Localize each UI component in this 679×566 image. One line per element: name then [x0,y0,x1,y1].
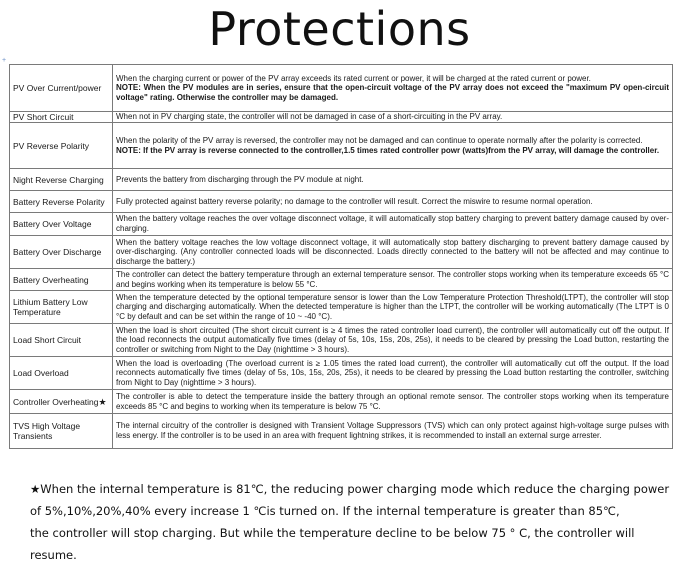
table-row [10,123,673,169]
protection-description [113,414,673,449]
description-text: Prevents the battery from discharging through the PV module at night. [116,174,364,184]
protection-description [113,269,673,291]
description-text: When not in PV charging state, the controller will not be damaged in case of a short-circuiting in the PV array. [116,112,503,122]
table-row [10,357,673,390]
table-row [10,236,673,269]
table-anchor-icon: + [2,57,7,64]
description-text: Fully protected against battery reverse polarity; no damage to the controller will result. Correct the miswire to resume normal operation. [116,196,593,206]
description-text: When the load is overloading (The overload current is ≥ 1.05 times the rated load current), the controller will automatically cut off the output. If the load reconnects automatically five times (delay of 5s, 10s, 15s, 20s, 25s), it needs to be cleared by pressing the Load button restarting the controller, switching from Night to Day (nighttime > 3 hours). [116,358,669,387]
description-text: When the load is short circuited (The short circuit current is ≥ 4 times the rated controller load current), the controller will automatically cut off the output. If the load reconnects the output automatically five times (delay of 5s, 10s, 15s, 20s, 25s), it needs to be cleared by pressing the Load button, restarting the controller or switching from Night to the Day (nighttime > 3 hours). [116,325,669,354]
table-row [10,191,673,213]
description-text: When the battery voltage reaches the over voltage disconnect voltage, it will automatically stop battery charging to prevent battery damage caused by over-charging. [116,214,669,233]
table-row [10,269,673,291]
description-text: The controller can detect the battery temperature through an external temperature sensor. The controller stops working when its temperature exceeds 65 °C and begins working when its temperature is below 55 °C. [116,269,669,289]
table-row [10,65,673,112]
protection-name: Battery Over Discharge [10,236,113,269]
protection-name: Battery Reverse Polarity [10,191,113,213]
page-title: Protections [208,2,471,56]
protection-name: PV Short Circuit [10,112,113,123]
protection-name: Load Short Circuit [10,324,113,357]
protection-description [113,390,673,414]
footnote-line-1: ★When the internal temperature is 81℃, the reducing power charging mode which reduce the charging power [30,482,670,496]
protection-description [113,213,673,236]
protection-name: PV Over Current/power [10,65,113,112]
protection-description [113,236,673,269]
table-row [10,324,673,357]
table-row [10,390,673,414]
footnote-line-2: of 5%,10%,20%,40% every increase 1 ℃is turned on. If the internal temperature is greater than 85℃, [30,504,620,518]
table-row [10,414,673,449]
protection-name: Night Reverse Charging [10,169,113,191]
protection-description [113,324,673,357]
protection-description [113,291,673,324]
protection-name-text: Controller Overheating [13,396,99,407]
description-text: The internal circuitry of the controller is designed with Transient Voltage Suppressors (TVS) which can only protect against high-voltage surge pulses with less energy. If the controller is to be used in an area with frequent lightning strikes, it is recommended to install an external surge arrester. [116,421,669,440]
protections-table [9,64,673,449]
protection-description [113,65,673,112]
protection-description [113,357,673,390]
protection-description [113,112,673,123]
description-text: When the temperature detected by the optional temperature sensor is lower than the Low Temperature Protection Threshold(LTPT), the controller will stop charging and discharging automatically. When the detected temperature is higher than the LTPT, the controller will be working automatically (The LTPT is 0 °C by default and can be set within the range of 10 ~ -40 °C). [116,292,669,321]
description-text: When the battery voltage reaches the low voltage disconnect voltage, it will automatically stop battery discharging to prevent battery damage caused by over-discharging. (Any controller connected loads will be disconnected. Loads directly connected to the battery will not be affected and may continue to discharge the battery.) [116,237,669,266]
protection-name: TVS High Voltage Transients [10,414,113,449]
description-note: NOTE: If the PV array is reverse connected to the controller,1.5 times rated controller powr (watts)from the PV array, will damage the controller. [116,145,660,155]
protection-description [113,123,673,169]
protection-name: Battery Overheating [10,269,113,291]
description-text: When the charging current or power of the PV array exceeds its rated current or power, it will be charged at the rated current or power. [116,73,591,83]
protection-name: Battery Over Voltage [10,213,113,236]
table-row [10,213,673,236]
table-row [10,169,673,191]
star-icon: ★ [98,396,107,407]
footnote-line-3: the controller will stop charging. But while the temperature decline to be below 75 ° C, the controller will resume. [30,526,635,562]
protection-name [10,390,113,414]
protection-name: Lithium Battery Low Temperature [10,291,113,324]
protection-description [113,191,673,213]
table-row [10,112,673,123]
protection-description [113,169,673,191]
protection-name: Load Overload [10,357,113,390]
table-row [10,291,673,324]
description-text: When the polarity of the PV array is reversed, the controller may not be damaged and can continue to operate normally after the polarity is corrected. [116,135,643,145]
description-note: NOTE: When the PV modules are in series, ensure that the open-circuit voltage of the PV array does not exceed the "maximum PV open-circuit voltage" rating. Otherwise the controller may be damaged. [116,83,669,102]
description-text: The controller is able to detect the temperature inside the battery through an optional remote sensor. The controller stops working when its temperature exceeds 85 °C and begins to working when its temperature is below 75 °C. [116,391,669,411]
protection-name: PV Reverse Polarity [10,123,113,169]
